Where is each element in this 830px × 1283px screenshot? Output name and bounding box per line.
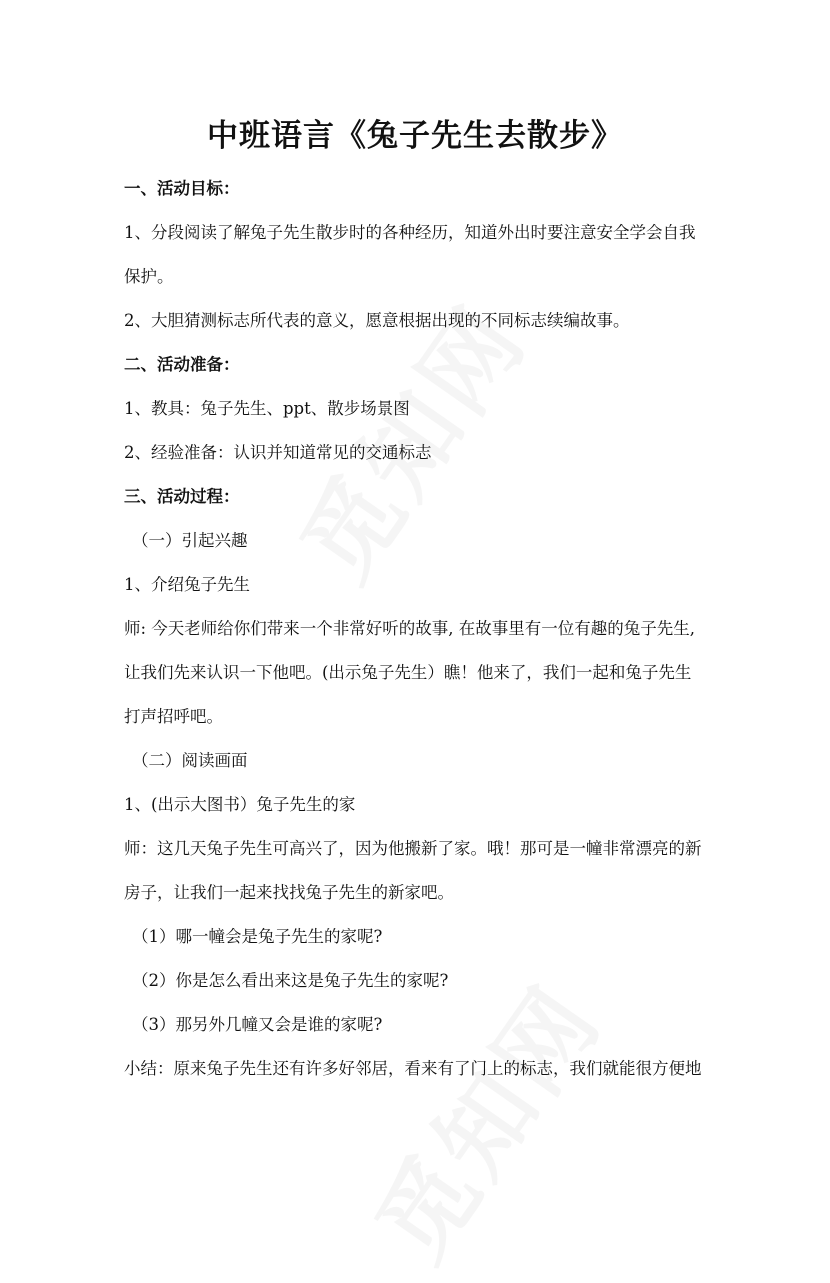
section-heading: 二、活动准备： bbox=[124, 355, 240, 374]
paragraph-line: 让我们先来认识一下他吧。(出示兔子先生）瞧！他来了，我们一起和兔子先生 bbox=[124, 663, 692, 682]
paragraph-line: 师: 今天老师给你们带来一个非常好听的故事, 在故事里有一位有趣的兔子先生, bbox=[124, 619, 696, 638]
paragraph-line: 打声招呼吧。 bbox=[124, 707, 223, 726]
paragraph-line: 保护。 bbox=[124, 267, 174, 286]
paragraph-line: 1、(出示大图书）兔子先生的家 bbox=[124, 795, 356, 814]
paragraph-line: 1、分段阅读了解兔子先生散步时的各种经历，知道外出时要注意安全学会自我 bbox=[124, 223, 696, 242]
subsection-heading: （一）引起兴趣 bbox=[132, 531, 248, 550]
section-heading: 三、活动过程： bbox=[124, 487, 240, 506]
paragraph-line: 1、教具：兔子先生、ppt、散步场景图 bbox=[124, 399, 410, 418]
question-item: （3）那另外几幢又会是谁的家呢? bbox=[132, 1015, 383, 1034]
paragraph-line: 小结：原来兔子先生还有许多好邻居，看来有了门上的标志，我们就能很方便地 bbox=[124, 1059, 702, 1078]
question-item: （2）你是怎么看出来这是兔子先生的家呢? bbox=[132, 971, 449, 990]
document-title: 中班语言《兔子先生去散步》 bbox=[207, 118, 623, 154]
question-item: （1）哪一幢会是兔子先生的家呢? bbox=[132, 927, 383, 946]
subsection-heading: （二）阅读画面 bbox=[132, 751, 248, 770]
paragraph-line: 2、经验准备：认识并知道常见的交通标志 bbox=[124, 443, 432, 462]
paragraph-line: 1、介绍兔子先生 bbox=[124, 575, 250, 594]
section-heading: 一、活动目标： bbox=[124, 179, 240, 198]
paragraph-line: 房子，让我们一起来找找兔子先生的新家吧。 bbox=[124, 883, 454, 902]
watermark bbox=[339, 954, 627, 1283]
paragraph-line: 2、大胆猜测标志所代表的意义，愿意根据出现的不同标志续编故事。 bbox=[124, 311, 630, 330]
paragraph-line: 师：这几天兔子先生可高兴了，因为他搬新了家。哦！那可是一幢非常漂亮的新 bbox=[124, 839, 702, 858]
